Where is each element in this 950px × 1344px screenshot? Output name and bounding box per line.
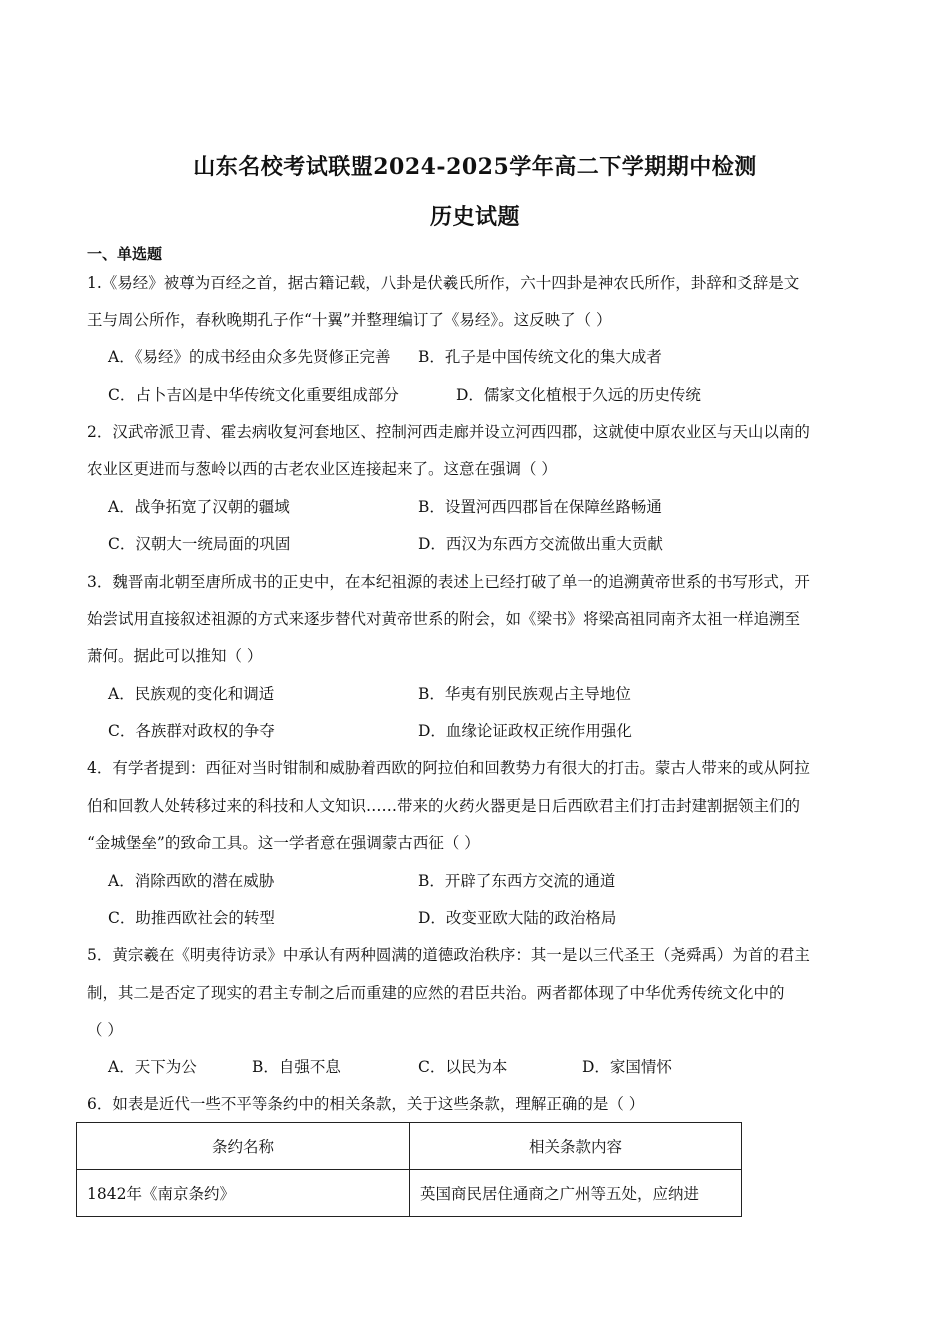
question-4-line-3: “金城堡垒”的致命工具。这一学者意在强调蒙古西征（ ） xyxy=(87,834,480,852)
exam-title: 山东名校考试联盟2024-2025学年高二下学期期中检测 xyxy=(193,154,757,180)
question-6-line-1: 6．如表是近代一些不平等条约中的相关条款，关于这些条款，理解正确的是（ ） xyxy=(87,1095,645,1113)
question-4-line-1: 4．有学者提到：西征对当时钳制和威胁着西欧的阿拉伯和回教势力有很大的打击。蒙古人带来的或从阿拉 xyxy=(87,759,810,777)
question-3-line-3: 萧何。据此可以推知（ ） xyxy=(87,647,263,665)
question-3-option-a: A．民族观的变化和调适 xyxy=(108,685,275,703)
question-5-option-a: A．天下为公 xyxy=(108,1058,197,1076)
question-5-line-1: 5．黄宗羲在《明夷待访录》中承认有两种圆满的道德政治秩序：其一是以三代圣王（尧舜禹）为首的君主 xyxy=(87,946,810,964)
question-2-option-d: D．西汉为东西方交流做出重大贡献 xyxy=(418,535,663,553)
question-5-option-c: C．以民为本 xyxy=(418,1058,508,1076)
question-3-option-c: C．各族群对政权的争夺 xyxy=(108,722,275,740)
question-5-option-d: D．家国情怀 xyxy=(582,1058,672,1076)
question-1-option-d: D．儒家文化植根于久远的历史传统 xyxy=(456,386,701,404)
question-5-line-2: 制，其二是否定了现实的君主专制之后而重建的应然的君臣共治。两者都体现了中华优秀传统文化中的 xyxy=(87,984,785,1002)
question-4-option-a: A．消除西欧的潜在威胁 xyxy=(108,872,275,890)
question-4-line-2: 伯和回教人处转移过来的科技和人文知识……带来的火药火器更是日后西欧君主们打击封建割据领主们的 xyxy=(87,797,801,815)
table-header-treaty-name: 条约名称 xyxy=(77,1123,410,1170)
question-4-option-b: B．开辟了东西方交流的通道 xyxy=(418,872,616,890)
exam-subtitle: 历史试题 xyxy=(429,204,520,230)
table-header-row xyxy=(77,1123,742,1170)
section-heading: 一、单选题 xyxy=(87,245,163,263)
question-2-option-b: B．设置河西四郡旨在保障丝路畅通 xyxy=(418,498,662,516)
question-1-line-1: 1.《易经》被尊为百经之首，据古籍记载，八卦是伏羲氏所作，六十四卦是神农氏所作，卦辞和爻辞是文 xyxy=(87,274,800,292)
question-3-option-b: B．华夷有别民族观占主导地位 xyxy=(418,685,631,703)
treaty-table xyxy=(76,1122,742,1217)
question-3-line-2: 始尝试用直接叙述祖源的方式来逐步替代对黄帝世系的附会，如《梁书》将梁高祖同南齐太祖一样追溯至 xyxy=(87,610,801,628)
question-2-line-2: 农业区更进而与葱岭以西的古老农业区连接起来了。这意在强调（ ） xyxy=(87,460,557,478)
question-2-option-c: C．汉朝大一统局面的巩固 xyxy=(108,535,291,553)
question-4-option-c: C．助推西欧社会的转型 xyxy=(108,909,275,927)
question-2-option-a: A．战争拓宽了汉朝的疆域 xyxy=(108,498,290,516)
table-cell-clause: 英国商民居住通商之广州等五处，应纳进 xyxy=(410,1170,742,1217)
question-2-line-1: 2．汉武帝派卫青、霍去病收复河套地区、控制河西走廊并设立河西四郡，这就使中原农业区与天山以南的 xyxy=(87,423,810,441)
question-5-line-3: （ ） xyxy=(87,1021,123,1039)
table-row xyxy=(77,1170,742,1217)
question-4-option-d: D．改变亚欧大陆的政治格局 xyxy=(418,909,617,927)
question-1-option-c: C．占卜吉凶是中华传统文化重要组成部分 xyxy=(108,386,399,404)
question-5-option-b: B．自强不息 xyxy=(252,1058,341,1076)
table-header-clause-content: 相关条款内容 xyxy=(410,1123,742,1170)
question-1-option-b: B．孔子是中国传统文化的集大成者 xyxy=(418,348,662,366)
question-1-option-a: A．《易经》的成书经由众多先贤修正完善 xyxy=(108,348,391,366)
question-3-line-1: 3．魏晋南北朝至唐所成书的正史中，在本纪祖源的表述上已经打破了单一的追溯黄帝世系的书写形式，开 xyxy=(87,573,810,591)
question-3-option-d: D．血缘论证政权正统作用强化 xyxy=(418,722,632,740)
table-cell-treaty: 1842年《南京条约》 xyxy=(77,1170,410,1217)
question-1-line-2: 王与周公所作，春秋晚期孔子作“十翼”并整理编订了《易经》。这反映了（ ） xyxy=(87,311,612,329)
